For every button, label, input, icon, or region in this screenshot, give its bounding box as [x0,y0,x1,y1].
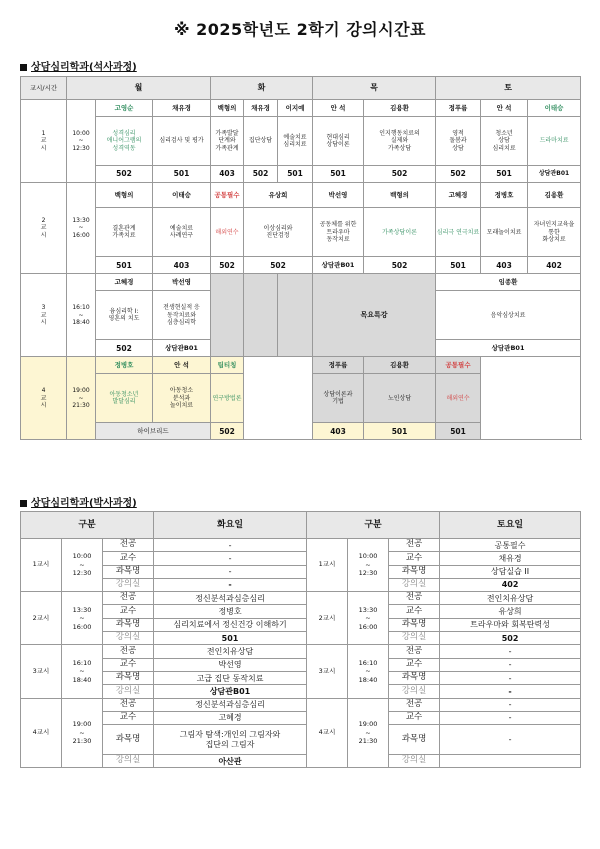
header-tuesday: 화요일 [154,512,307,539]
instructor-name: 이지예 [278,100,313,117]
p2-names-row [21,183,581,208]
room-number: 403 [481,257,528,274]
course-title: 예술치료 심리치료 [278,117,313,166]
course-title: 결혼관계 가족치료 [96,208,153,257]
doctor-slot-row [21,658,581,671]
row-label: 과목명 [389,671,440,684]
p3-period-label: 3 교 시 [21,274,67,357]
major-value: 전인치유상담 [154,645,307,658]
room-number: 501 [364,423,436,440]
course-title: 융심리학 I: 영혼의 치도 [96,291,153,340]
course-title: 상담이론과 기법 [313,374,364,423]
instructor-name: 고혜경 [436,183,481,208]
instructor-name: 이태승 [528,100,581,117]
class-time: 16:10 ~ 18:40 [62,645,103,698]
header-monday: 월 [67,77,211,100]
row-label: 강의실 [103,578,154,591]
empty-cell [278,274,313,357]
instructor-name: 고혜경 [96,274,153,291]
p4-time: 19:00 ~ 21:30 [67,357,96,440]
room-number: 501 [153,166,211,183]
course-title: 인지행동치료의 실제와 가족상담 [364,117,436,166]
doctor-slot-row [21,565,581,578]
course-title: 현대심리 상담이론 [313,117,364,166]
p4-names-row [21,357,581,374]
header-saturday: 토요일 [440,512,581,539]
empty-cell [244,357,313,440]
course-title: 음악심상치료 [436,291,581,340]
course-title: 영적 돌봄과 상담 [436,117,481,166]
instructor-name: 팀티칭 [211,357,244,374]
row-label: 전공 [103,539,154,552]
row-label: 강의실 [103,685,154,698]
major-value: - [440,698,581,711]
room-number: 403 [211,166,244,183]
room-number: 502 [436,166,481,183]
course-title: 심리극 연극치료 [436,208,481,257]
course-title: 심리검사 및 평가 [153,117,211,166]
row-label: 과목명 [389,565,440,578]
class-period-label: 1교시 [307,539,348,592]
p1-subjects-row [21,117,581,166]
room-number: 502 [244,257,313,274]
empty-cell [481,357,581,440]
room-number: 상담관B01 [528,166,581,183]
major-value: 정신분석과심층심리 [154,698,307,711]
row-label: 강의실 [389,685,440,698]
row-label: 교수 [389,552,440,565]
header-group: 구분 [307,512,440,539]
row-label: 전공 [103,698,154,711]
course-value: 고급 집단 동작치료 [154,671,307,684]
course-title: 연구방법론 [211,374,244,423]
instructor-name: 이태승 [153,183,211,208]
room-value: 502 [440,632,581,645]
class-period-label: 2교시 [21,592,62,645]
instructor-name: 안 석 [153,357,211,374]
p3-names-row [21,274,581,291]
course-title: 아동청소년 발달심리 [96,374,153,423]
instructor-name: 채유경 [244,100,278,117]
room-number: 상담관B01 [313,257,364,274]
course-title: 해외연수 [436,374,481,423]
p2-rooms-row [21,257,581,274]
course-title: 공동체를 위한 트라우마 동작치료 [313,208,364,257]
row-label: 강의실 [389,755,440,768]
room-number: 502 [244,166,278,183]
room-number: 402 [528,257,581,274]
page-title: ※ 2025학년도 2학기 강의시간표 [174,20,426,39]
p4-period-label: 4 교 시 [21,357,67,440]
header-tuesday: 화 [211,77,313,100]
professor-value: - [440,711,581,724]
room-number: 403 [153,257,211,274]
course-value: - [440,725,581,755]
row-label: 전공 [389,539,440,552]
header-period: 교시/시간 [21,77,67,100]
row-label: 강의실 [103,632,154,645]
class-period-label: 4교시 [21,698,62,768]
header-group: 구분 [21,512,154,539]
room-value [440,755,581,768]
class-time: 10:00 ~ 12:30 [348,539,389,592]
row-label: 전공 [103,592,154,605]
room-number: 501 [436,257,481,274]
major-value: 전인치유상담 [440,592,581,605]
master-header-row [21,77,581,100]
instructor-name: 정푸름 [313,357,364,374]
row-label: 과목명 [103,565,154,578]
instructor-name: 정병호 [96,357,153,374]
course-title: 해외연수 [211,208,244,257]
course-title: 집단상담 [244,117,278,166]
p2-subjects-row [21,208,581,257]
bullet-square-icon [20,64,27,71]
doctor-timetable [20,511,581,768]
row-label: 과목명 [103,671,154,684]
room-number: 501 [481,166,528,183]
doctor-section-heading: 상담심리학과(박사과정) [20,494,137,509]
row-label: 교수 [389,658,440,671]
instructor-name: 김용환 [528,183,581,208]
p1-rooms-row [21,166,581,183]
row-label: 전공 [389,698,440,711]
room-number: 501 [96,257,153,274]
class-period-label: 3교시 [307,645,348,698]
course-value: - [154,565,307,578]
professor-value: 박선영 [154,658,307,671]
row-label: 과목명 [389,618,440,631]
course-title: 전생현실적 응 동작치료와 심층심리학 [153,291,211,340]
major-value: - [440,645,581,658]
doctor-slot-row [21,605,581,618]
row-label: 전공 [389,592,440,605]
room-value: 상담관B01 [154,685,307,698]
course-title: 모래놀이치료 [481,208,528,257]
class-period-label: 3교시 [21,645,62,698]
header-thursday: 목 [313,77,436,100]
instructor-name: 유상희 [244,183,313,208]
row-label: 전공 [103,645,154,658]
empty-cell [244,274,278,357]
master-section-heading: 상담심리학과(석사과정) [20,58,137,73]
doctor-slot-row [21,578,581,591]
major-value: 정신분석과심층심리 [154,592,307,605]
row-label: 과목명 [103,725,154,755]
p1-time: 10:00 ~ 12:30 [67,100,96,183]
instructor-name: 백형의 [211,100,244,117]
instructor-name: 공통필수 [211,183,244,208]
professor-value: 채유경 [440,552,581,565]
thursday-special-lecture: 목요특강 [313,274,436,357]
course-title: 자녀인지교육을 통한 화상치료 [528,208,581,257]
p1-names-row [21,100,581,117]
p2-time: 13:30 ~ 16:00 [67,183,96,274]
row-label: 교수 [103,711,154,724]
room-number: 502 [211,423,244,440]
course-value: 그림자 탐색:개인의 그림자와 집단의 그림자 [154,725,307,755]
instructor-name: 고영순 [96,100,153,117]
instructor-name: 채유경 [153,100,211,117]
class-time: 10:00 ~ 12:30 [62,539,103,592]
course-title: 아동청소 분석과 놀이치료 [153,374,211,423]
class-time: 19:00 ~ 21:30 [348,698,389,768]
professor-value: - [440,658,581,671]
p2-period-label: 2 교 시 [21,183,67,274]
room-number: 상담관B01 [153,340,211,357]
row-label: 교수 [389,605,440,618]
instructor-name: 안 석 [313,100,364,117]
room-number: 502 [364,257,436,274]
doctor-slot-row [21,552,581,565]
major-value: - [154,539,307,552]
doctor-slot-row [21,725,581,755]
course-title: 이상심리와 진단검정 [244,208,313,257]
doctor-slot-row [21,645,581,658]
instructor-name: 안 석 [481,100,528,117]
row-label: 강의실 [103,755,154,768]
course-title: 가족발달 단계와 가족관계 [211,117,244,166]
bullet-square-icon [20,500,27,507]
row-label: 전공 [389,645,440,658]
course-title: 가족상담이론 [364,208,436,257]
row-label: 교수 [103,605,154,618]
row-label: 과목명 [389,725,440,755]
professor-value: 고혜경 [154,711,307,724]
class-time: 16:10 ~ 18:40 [348,645,389,698]
course-title: 예술치료 사례연구 [153,208,211,257]
room-value: 아산관 [154,755,307,768]
course-title: 청소년 상담 심리치료 [481,117,528,166]
p1-period-label: 1 교 시 [21,100,67,183]
room-value: 501 [154,632,307,645]
room-number: 502 [96,166,153,183]
instructor-name: 박선영 [153,274,211,291]
doctor-slot-row [21,711,581,724]
instructor-name: 임종환 [436,274,581,291]
course-value: - [440,671,581,684]
room-number: 502 [364,166,436,183]
course-value: 상담실습 II [440,565,581,578]
room-number: 501 [436,423,481,440]
master-timetable [20,76,581,440]
class-period-label: 4교시 [307,698,348,768]
instructor-name: 공통필수 [436,357,481,374]
room-number: 501 [278,166,313,183]
professor-value: 정병호 [154,605,307,618]
empty-cell [211,274,244,357]
room-value: - [440,685,581,698]
p3-time: 16:10 ~ 18:40 [67,274,96,357]
row-label: 강의실 [389,632,440,645]
room-number: 502 [96,340,153,357]
instructor-name: 정푸름 [436,100,481,117]
row-label: 과목명 [103,618,154,631]
class-time: 13:30 ~ 16:00 [348,592,389,645]
doctor-slot-row [21,618,581,631]
doctor-slot-row [21,632,581,645]
instructor-name: 박선영 [313,183,364,208]
room-number: 상담관B01 [436,340,581,357]
course-title: 드라마치료 [528,117,581,166]
major-value: 공통필수 [440,539,581,552]
class-time: 13:30 ~ 16:00 [62,592,103,645]
instructor-name: 정병호 [481,183,528,208]
room-value: 402 [440,578,581,591]
course-value: 심리치료에서 정신건강 이해하기 [154,618,307,631]
course-title: 노인상담 [364,374,436,423]
doctor-slot-row [21,671,581,684]
room-number: 403 [313,423,364,440]
hybrid-label: 하이브리드 [96,423,211,440]
class-period-label: 1교시 [21,539,62,592]
doctor-slot-row [21,685,581,698]
class-time: 19:00 ~ 21:30 [62,698,103,768]
row-label: 교수 [103,552,154,565]
instructor-name: 김용환 [364,100,436,117]
room-value: - [154,578,307,591]
course-title: 성격심리 애니어그램의 성격역동 [96,117,153,166]
row-label: 교수 [103,658,154,671]
instructor-name: 백형의 [96,183,153,208]
row-label: 교수 [389,711,440,724]
class-period-label: 2교시 [307,592,348,645]
doctor-header-row [21,512,581,539]
course-value: 트라우마와 회복탄력성 [440,618,581,631]
instructor-name: 김용환 [364,357,436,374]
doctor-slot-row [21,539,581,552]
instructor-name: 백형의 [364,183,436,208]
room-number: 502 [211,257,244,274]
professor-value: 유상희 [440,605,581,618]
doctor-slot-row [21,698,581,711]
doctor-slot-row [21,592,581,605]
room-number: 501 [313,166,364,183]
row-label: 강의실 [389,578,440,591]
header-saturday: 토 [436,77,581,100]
professor-value: - [154,552,307,565]
doctor-slot-row [21,755,581,768]
